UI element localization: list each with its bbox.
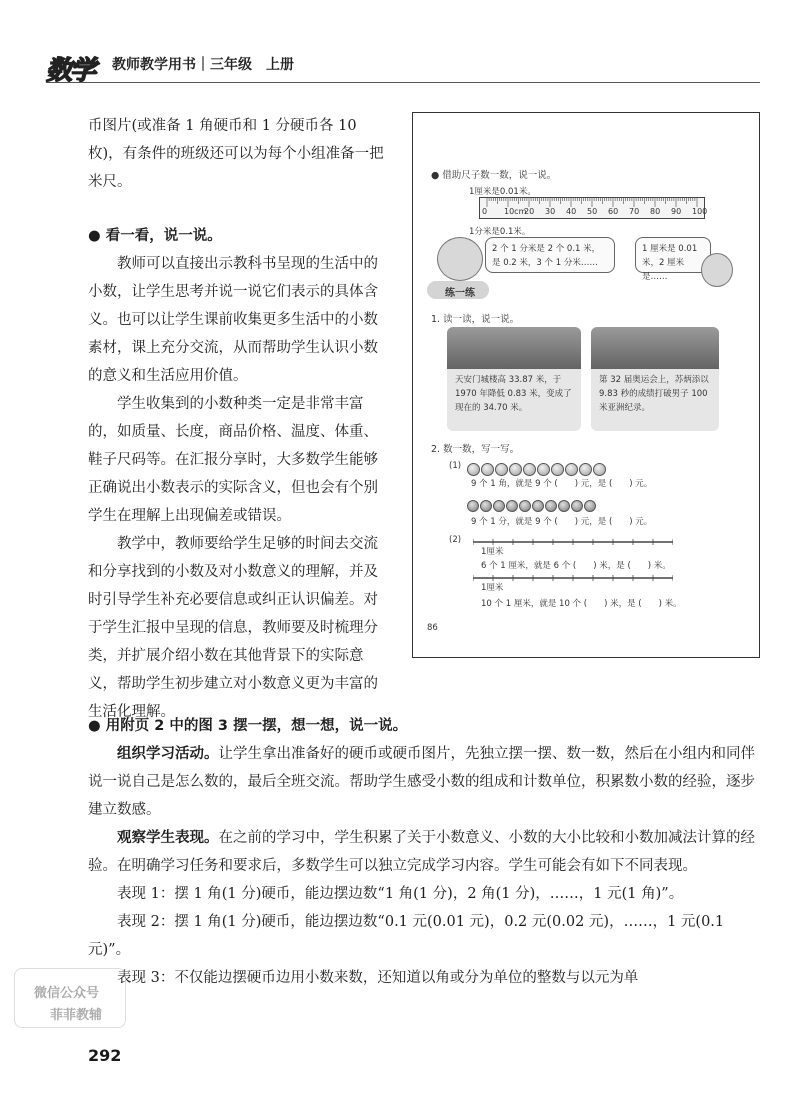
fen-coin-icon — [493, 500, 505, 512]
ruler-tick-label: 50 — [587, 207, 598, 216]
q2-part2-label: (2) — [449, 535, 462, 545]
ruler-tick-label: 60 — [608, 207, 619, 216]
jiao-coin-icon — [565, 463, 578, 476]
ruler-tick-label: 10cm — [504, 207, 527, 216]
page-number: 292 — [88, 1046, 122, 1065]
watermark-line-1: 微信公众号 — [34, 986, 100, 1001]
photo-caption-2 — [591, 369, 719, 431]
fen-coin-icon — [519, 500, 531, 512]
left-column — [88, 112, 388, 726]
lower-section — [88, 712, 760, 992]
watermark-line-2: 菲菲教辅 — [50, 1008, 103, 1023]
performance-1: 表现 1：摆 1 角(1 分)硬币，能边摆边数“1 角(1 分)，2 角(1 分)，……，1 元(1 角)”。 — [117, 886, 684, 902]
ruler-tick-label: 0 — [482, 207, 488, 216]
practice-title: 练一练 — [445, 288, 475, 299]
jiao-coin-icon — [593, 463, 606, 476]
jiao-coin-icon — [551, 463, 564, 476]
ruler-tick-label: 20 — [524, 207, 535, 216]
q2-part2-b: 10 个 1 厘米，就是 10 个 ( ) 米，是 ( ) 米。 — [481, 599, 682, 609]
strip-1-unit-label: 1厘米 — [481, 547, 504, 557]
lower-paragraph-2 — [88, 824, 760, 880]
q2-part1-b: 9 个 1 分，就是 9 个 ( ) 元，是 ( ) 元。 — [471, 517, 653, 527]
paragraph-1: 教师可以直接出示教科书呈现的生活中的小数，让学生思考并说一说它们表示的具体含义。也可以让学生课前收集更多生活中的小数素材，课上充分交流，从而帮助学生认识小数的意义和生活应用价值。 — [88, 256, 378, 384]
ruler-note-dm: 1分米是0.1米。 — [469, 227, 531, 237]
photo-caption-1 — [447, 369, 581, 431]
q2-part1-a: 9 个 1 角，就是 9 个 ( ) 元，是 ( ) 元。 — [471, 479, 653, 489]
strip-2-unit-label: 1厘米 — [481, 583, 504, 593]
fen-coin-icon — [558, 500, 570, 512]
performance-2: 表现 2：摆 1 角(1 分)硬币，能边摆边数“0.1 元(0.01 元)，0.2 元(0.02 元)，……，1 元(0.1 元)”。 — [88, 914, 725, 958]
ruler-tick-label: 30 — [545, 207, 556, 216]
ruler-tick-label: 40 — [566, 207, 577, 216]
fen-coin-icon — [506, 500, 518, 512]
fen-coin-icon — [467, 500, 479, 512]
performance-3: 表现 3：不仅能边摆硬币边用小数来数，还知道以角或分为单位的整数与以元为单 — [117, 970, 639, 986]
lead-organize: 组织学习活动。 — [117, 746, 219, 762]
speech-bubble-left — [485, 237, 615, 273]
ruler-tick-label: 100 — [692, 207, 708, 216]
bubble-right-text: 1 厘米是 0.01 米，2 厘米是…… — [642, 244, 698, 282]
girl-avatar-icon — [701, 253, 733, 287]
book-title: 教师教学用书｜三年级 上册 — [112, 57, 294, 73]
lower-paragraph-1 — [88, 740, 760, 824]
ruler-prompt: ● 借助尺子数一数，说一说。 — [431, 170, 557, 181]
fen-coin-icon — [480, 500, 492, 512]
caption-1-text: 天安门城楼高 33.87 米，于 1970 年降低 0.83 米，变成了现在的 34.70 米。 — [455, 375, 572, 413]
subject-logo: 数学 — [46, 56, 95, 86]
section-heading-arrange: ● 用附页 2 中的图 3 摆一摆，想一想，说一说。 — [88, 718, 408, 734]
lower-paragraph-1-text: 让学生拿出准备好的硬币或硬币图片，先独立摆一摆、数一数，然后在小组内和同伴说一说自己是怎么数的，最后全班交流。帮助学生感受小数的组成和计数单位，积累数小数的经验，逐步建立数感。 — [88, 746, 755, 818]
lead-observe: 观察学生表现。 — [117, 830, 219, 846]
jiao-coin-icon — [467, 463, 480, 476]
intro-paragraph: 币图片(或准备 1 角硬币和 1 分硬币各 10 枚)，有条件的班级还可以为每个小组准备一把米尺。 — [88, 118, 384, 190]
ruler-note-cm: 1厘米是0.01米。 — [469, 187, 536, 197]
jiao-coin-icon — [523, 463, 536, 476]
header-divider — [46, 82, 760, 83]
jiao-coin-icon — [509, 463, 522, 476]
fen-coin-icon — [532, 500, 544, 512]
watermark — [0, 968, 138, 1038]
ruler-tick-label: 70 — [629, 207, 640, 216]
paragraph-2: 学生收集到的小数种类一定是非常丰富的，如质量、长度，商品价格、温度、体重、鞋子尺码等。在汇报分享时，大多数学生能够正确说出小数表示的实际含义，但也会有个别学生在理解上出现偏差或错误。 — [88, 396, 378, 524]
lower-paragraph-2-text: 在之前的学习中，学生积累了关于小数意义、小数的大小比较和小数加减法计算的经验。在明确学习任务和要求后，多数学生可以独立完成学习内容。学生可能会有如下不同表现。 — [88, 830, 755, 874]
practice-banner — [427, 281, 489, 299]
textbook-page-inset — [412, 112, 760, 658]
paragraph-3: 教学中，教师要给学生足够的时间去交流和分享找到的小数及对小数意义的理解，并及时引导学生补充必要信息或纠正认识偏差。对于学生汇报中呈现的信息，教师要及时梳理分类，并扩展介绍小数在其他背景下的实际意义，帮助学生初步建立对小数意义更为丰富的生活化理解。 — [88, 536, 378, 720]
question-2: 2. 数一数，写一写。 — [431, 444, 520, 455]
q2-part1-label: (1) — [449, 461, 462, 471]
boy-avatar-icon — [437, 237, 483, 281]
textbook-page-number: 86 — [427, 623, 438, 633]
fen-coin-icon — [584, 500, 596, 512]
ruler-tick-label: 80 — [650, 207, 661, 216]
jiao-coin-icon — [495, 463, 508, 476]
fen-coin-icon — [571, 500, 583, 512]
fen-coins-row — [467, 495, 597, 514]
jiao-coin-icon — [579, 463, 592, 476]
bubble-left-text: 2 个 1 分米是 2 个 0.1 米，是 0.2 米，3 个 1 分米…… — [492, 244, 601, 268]
jiao-coins-row — [467, 459, 607, 478]
jiao-coin-icon — [481, 463, 494, 476]
speech-bubble-right — [635, 237, 711, 282]
q2-part2-a: 6 个 1 厘米，就是 6 个 ( ) 米，是 ( ) 米。 — [481, 561, 671, 571]
ruler-tick-labels — [479, 207, 708, 219]
jiao-coin-icon — [537, 463, 550, 476]
caption-2-text: 第 32 届奥运会上，苏炳添以 9.83 秒的成绩打破男子 100 米亚洲纪录。 — [599, 375, 709, 413]
question-1: 1. 读一读，说一说。 — [431, 314, 520, 325]
fen-coin-icon — [545, 500, 557, 512]
ruler-tick-label: 90 — [671, 207, 682, 216]
section-heading-look: ● 看一看，说一说。 — [88, 228, 222, 244]
